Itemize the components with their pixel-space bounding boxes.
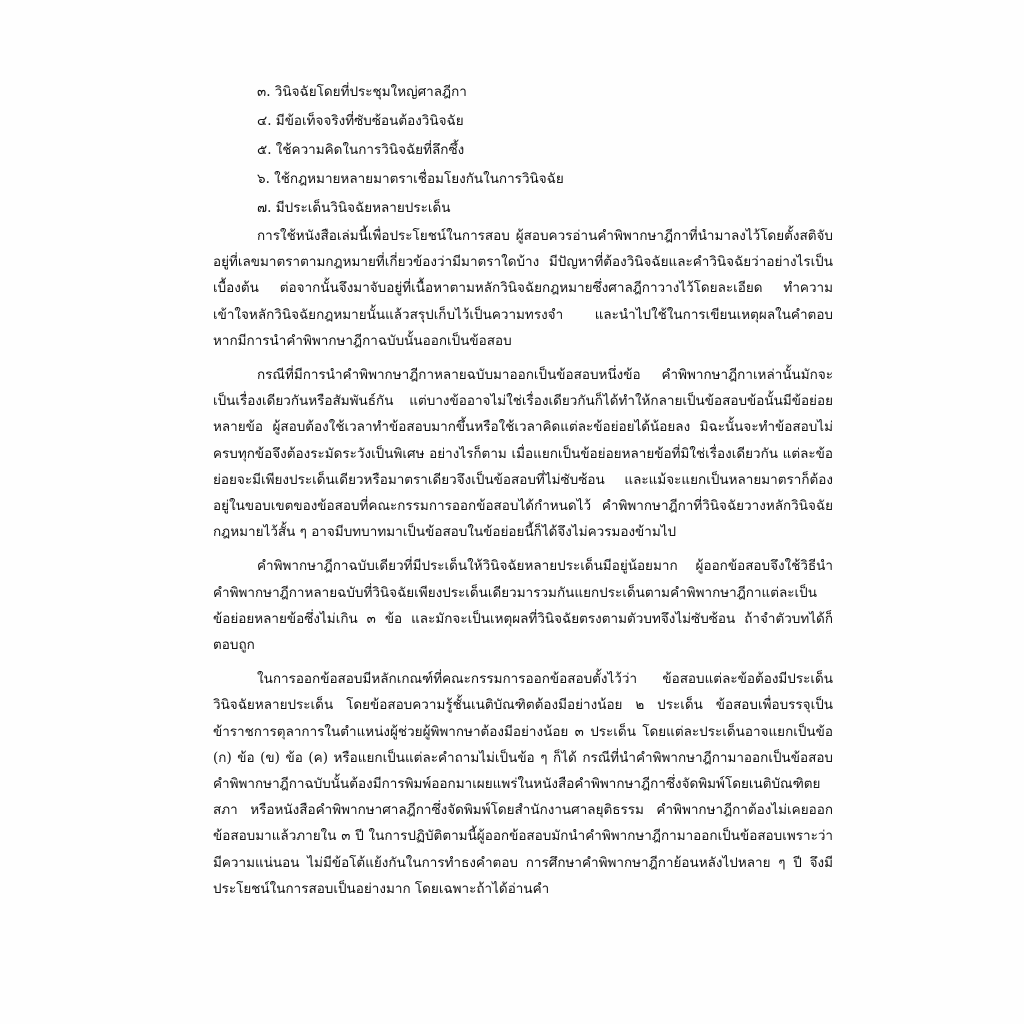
paragraph-exam-criteria: ในการออกข้อสอบมีหลักเกณฑ์ที่คณะกรรมการออกข้อสอบตั้งไว้ว่า ข้อสอบแต่ละข้อต้องมีประเด็นวินิจฉัยหลายประเด็น โดยข้อสอบความรู้ชั้นเนติบัณฑิตต้องมีอย่างน้อย ๒ ประเด็น ข้อสอบเพื่อบรรจุเป็นข้าราชการตุลาการในตำแหน่งผู้ช่วยผู้พิพากษาต้องมีอย่างน้อย ๓ ประเด็น โดยแต่ละประเด็นอาจแยกเป็นข้อ (ก) ข้อ (ข) ข้อ (ค) หรือแยกเป็นแต่ละคำถามไม่เป็นข้อ ๆ ก็ได้ กรณีที่นำคำพิพากษาฎีกามาออกเป็นข้อสอบคำพิพากษาฎีกาฉบับนั้นต้องมีการพิมพ์ออกมาเผยแพร่ในหนังสือคำพิพากษาฎีกาซึ่งจัดพิมพ์โดยเนติบัณฑิตยสภา หรือหนังสือคำพิพากษาศาลฎีกาซึ่งจัดพิมพ์โดยสำนักงานศาลยุติธรรม คำพิพากษาฎีกาต้องไม่เคยออกข้อสอบมาแล้วภายใน ๓ ปี ในการปฏิบัติตามนี้ผู้ออกข้อสอบมักนำคำพิพากษาฎีกามาออกเป็นข้อสอบเพราะว่ามีความแน่นอน ไม่มีข้อโต้แย้งกันในการทำธงคำตอบ การศึกษาคำพิพากษาฎีกาย้อนหลังไปหลาย ๆ ปี จึงมีประโยชน์ในการสอบเป็นอย่างมาก โดยเฉพาะถ้าได้อ่านคำ [213, 671, 833, 897]
paragraph-study-method: การใช้หนังสือเล่มนี้เพื่อประโยชน์ในการสอบ ผู้สอบควรอ่านคำพิพากษาฎีกาที่นำมาลงไว้โดยตั้งสติจับอยู่ที่เลขมาตราตามกฎหมายที่เกี่ยวข้องว่ามีมาตราใดบ้าง มีปัญหาที่ต้องวินิจฉัยและคำวินิจฉัยว่าอย่างไรเป็นเบื้องต้น ต่อจากนั้นจึงมาจับอยู่ที่เนื้อหาตามหลักวินิจฉัยกฎหมายซึ่งศาลฎีกาวางไว้โดยละเอียด ทำความเข้าใจหลักวินิจฉัยกฎหมายนั้นแล้วสรุปเก็บไว้เป็นความทรงจำ และนำไปใช้ในการเขียนเหตุผลในคำตอบ หากมีการนำคำพิพากษาฎีกาฉบับนั้นออกเป็นข้อสอบ [213, 228, 833, 349]
paragraph-single-judgment: คำพิพากษาฎีกาฉบับเดียวที่มีประเด็นให้วินิจฉัยหลายประเด็นมีอยู่น้อยมาก ผู้ออกข้อสอบจึงใช้วิธีนำคำพิพากษาฎีกาหลายฉบับที่วินิจฉัยเพียงประเด็นเดียวมารวมกันแยกประเด็นตามคำพิพากษาฎีกาแต่ละเป็นข้อย่อยหลายข้อซึ่งไม่เกิน ๓ ข้อ และมักจะเป็นเหตุผลที่วินิจฉัยตรงตามตัวบทจึงไม่ซับซ้อน ถ้าจำตัวบทได้ก็ตอบถูก [213, 558, 833, 654]
paragraph-multiple-judgments: กรณีที่มีการนำคำพิพากษาฎีกาหลายฉบับมาออกเป็นข้อสอบหนึ่งข้อ คำพิพากษาฎีกาเหล่านั้นมักจะเป็นเรื่องเดียวกันหรือสัมพันธ์กัน แต่บางข้ออาจไม่ใช่เรื่องเดียวกันก็ได้ทำให้กลายเป็นข้อสอบข้อนั้นมีข้อย่อยหลายข้อ ผู้สอบต้องใช้เวลาทำข้อสอบมากขึ้นหรือใช้เวลาคิดแต่ละข้อย่อยได้น้อยลง มิฉะนั้นจะทำข้อสอบไม่ครบทุกข้อจึงต้องระมัดระวังเป็นพิเศษ อย่างไรก็ตาม เมื่อแยกเป็นข้อย่อยหลายข้อที่มิใช่เรื่องเดียวกัน แต่ละข้อย่อยจะมีเพียงประเด็นเดียวหรือมาตราเดียวจึงเป็นข้อสอบที่ไม่ซับซ้อน และแม้จะแยกเป็นหลายมาตราก็ต้องอยู่ในขอบเขตของข้อสอบที่คณะกรรมการออกข้อสอบได้กำหนดไว้ คำพิพากษาฎีกาที่วินิจฉัยวางหลักวินิจฉัยกฎหมายไว้สั้น ๆ อาจมีบทบาทมาเป็นข้อสอบในข้อย่อยนี้ก็ได้จึงไม่ควรมองข้ามไป [213, 367, 833, 541]
list-item: ๓. วินิจฉัยโดยที่ประชุมใหญ่ศาลฎีกา [257, 84, 467, 100]
page-body [213, 78, 833, 902]
list-item: ๗. มีประเด็นวินิจฉัยหลายประเด็น [257, 200, 451, 216]
list-item: ๔. มีข้อเท็จจริงที่ซับซ้อนต้องวินิจฉัย [257, 113, 464, 129]
list-item: ๖. ใช้กฎหมายหลายมาตราเชื่อมโยงกันในการวินิจฉัย [257, 171, 564, 187]
list-item: ๕. ใช้ความคิดในการวินิจฉัยที่ลึกซึ้ง [257, 142, 465, 158]
